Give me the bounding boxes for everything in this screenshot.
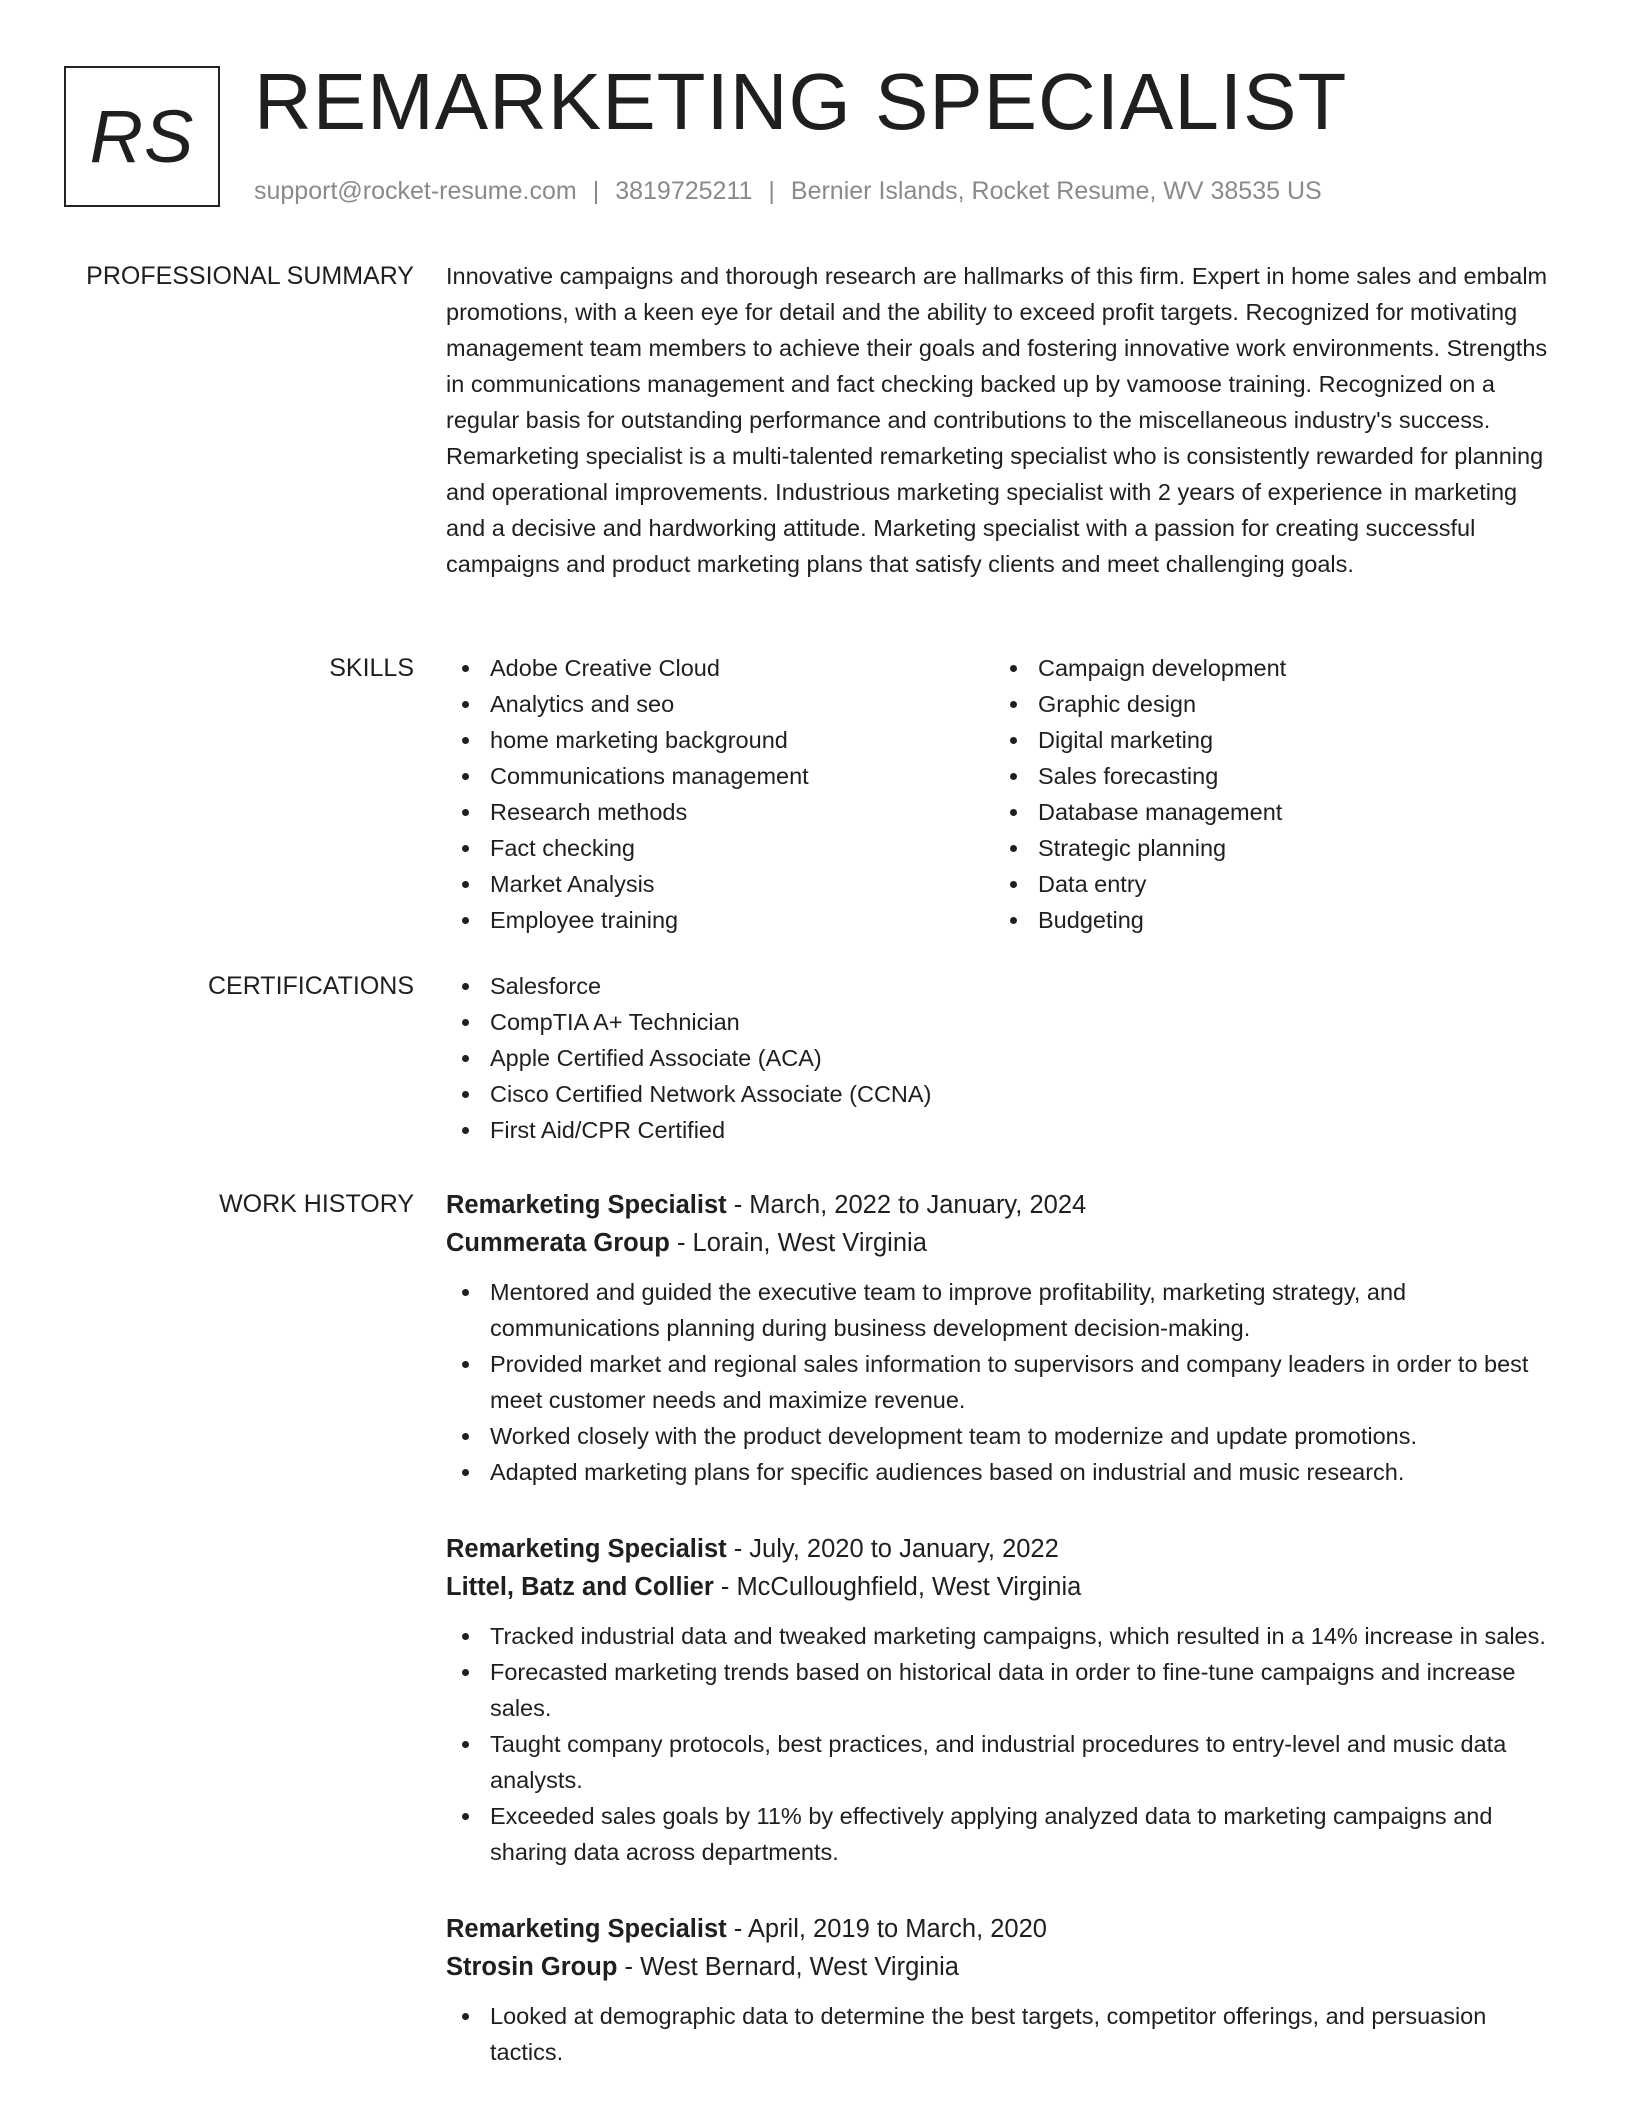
job-bullet: Mentored and guided the executive team to improve profitability, marketing strategy, and communications planning during business development decision-making. [446, 1274, 1556, 1346]
job-dates: - March, 2022 to January, 2024 [726, 1191, 1087, 1219]
work-history-heading: WORK HISTORY [219, 1190, 414, 1218]
job-entry [446, 1530, 1556, 1870]
certification-item: First Aid/CPR Certified [446, 1112, 1556, 1148]
job-company-line [446, 1948, 1556, 1986]
skills-heading: SKILLS [329, 654, 414, 682]
skill-item: Graphic design [994, 686, 1514, 722]
skill-item: Budgeting [994, 902, 1514, 938]
skill-item: Fact checking [446, 830, 966, 866]
job-bullets [446, 1998, 1556, 2070]
job-bullet: Adapted marketing plans for specific audiences based on industrial and music research. [446, 1454, 1556, 1490]
skill-item: home marketing background [446, 722, 966, 758]
job-bullet: Provided market and regional sales information to supervisors and company leaders in order to best meet customer needs and maximize revenue. [446, 1346, 1556, 1418]
certification-item: Salesforce [446, 968, 1556, 1004]
certifications-heading: CERTIFICATIONS [207, 972, 414, 1000]
job-dates: - July, 2020 to January, 2022 [726, 1535, 1059, 1563]
skills-body [446, 650, 1556, 950]
skill-item: Database management [994, 794, 1514, 830]
certification-item: Cisco Certified Network Associate (CCNA) [446, 1076, 1556, 1112]
job-bullet: Worked closely with the product development team to modernize and update promotions. [446, 1418, 1556, 1454]
job-location: - McCulloughfield, West Virginia [713, 1573, 1082, 1601]
job-title: Remarketing Specialist [446, 1191, 727, 1219]
contact-separator: | [768, 177, 775, 205]
job-company-line [446, 1224, 1556, 1262]
monogram-initials: RS [89, 95, 195, 178]
job-company: Strosin Group [446, 1953, 618, 1981]
certifications-body [446, 968, 1556, 1148]
certification-item: CompTIA A+ Technician [446, 1004, 1556, 1040]
certification-item: Apple Certified Associate (ACA) [446, 1040, 1556, 1076]
job-entry [446, 1186, 1556, 1490]
skill-item: Digital marketing [994, 722, 1514, 758]
work-history-body [446, 1186, 1556, 2110]
job-title-line [446, 1530, 1556, 1568]
job-title: Remarketing Specialist [446, 1915, 727, 1943]
contact-email: support@rocket-resume.com [254, 177, 577, 205]
skill-item: Strategic planning [994, 830, 1514, 866]
job-company: Littel, Batz and Collier [446, 1573, 714, 1601]
contact-line [254, 174, 1322, 208]
summary-text: Innovative campaigns and thorough research are hallmarks of this firm. Expert in home sales and embalm promotions, with a keen eye for detail and the ability to exceed profit targets. Recognized for motivating management team members to achieve their goals and fostering innovative work environments. Strengths in communications management and fact checking backed up by vamoose training. Recognized on a regular basis for outstanding performance and contributions to the miscellaneous industry's success. Remarketing specialist is a multi-talented remarketing specialist who is consistently rewarded for planning and operational improvements. Industrious marketing specialist with 2 years of experience in marketing and a decisive and hardworking attitude. Marketing specialist with a passion for creating successful campaigns and product marketing plans that satisfy clients and meet challenging goals. [446, 263, 1548, 577]
skill-item: Market Analysis [446, 866, 966, 902]
job-location: - Lorain, West Virginia [669, 1229, 927, 1257]
skill-item: Research methods [446, 794, 966, 830]
skill-item: Sales forecasting [994, 758, 1514, 794]
job-bullets [446, 1618, 1556, 1870]
skills-list-right [994, 650, 1514, 938]
contact-phone: 3819725211 [615, 177, 753, 205]
job-title-line [446, 1910, 1556, 1948]
skill-item: Analytics and seo [446, 686, 966, 722]
job-bullet: Exceeded sales goals by 11% by effectively applying analyzed data to marketing campaigns and sharing data across departments. [446, 1798, 1556, 1870]
job-bullet: Looked at demographic data to determine the best targets, competitor offerings, and persuasion tactics. [446, 1998, 1556, 2070]
skill-item: Communications management [446, 758, 966, 794]
job-title: Remarketing Specialist [446, 1535, 727, 1563]
resume-title: REMARKETING SPECIALIST [254, 57, 1348, 146]
job-company: Cummerata Group [446, 1229, 670, 1257]
skill-item: Employee training [446, 902, 966, 938]
job-dates: - April, 2019 to March, 2020 [726, 1915, 1047, 1943]
job-title-line [446, 1186, 1556, 1224]
skills-list-left [446, 650, 966, 938]
job-bullets [446, 1274, 1556, 1490]
job-location: - West Bernard, West Virginia [617, 1953, 959, 1981]
job-bullet: Tracked industrial data and tweaked marketing campaigns, which resulted in a 14% increase in sales. [446, 1618, 1556, 1654]
certifications-list [446, 968, 1556, 1148]
job-entry [446, 1910, 1556, 2070]
skill-item: Data entry [994, 866, 1514, 902]
contact-separator: | [592, 177, 600, 205]
summary-heading: PROFESSIONAL SUMMARY [86, 262, 414, 290]
skill-item: Adobe Creative Cloud [446, 650, 966, 686]
job-company-line [446, 1568, 1556, 1606]
monogram-box [64, 66, 220, 207]
summary-body [446, 258, 1556, 582]
job-bullet: Forecasted marketing trends based on historical data in order to fine-tune campaigns and increase sales. [446, 1654, 1556, 1726]
contact-address: Bernier Islands, Rocket Resume, WV 38535 US [790, 177, 1322, 205]
skill-item: Campaign development [994, 650, 1514, 686]
job-bullet: Taught company protocols, best practices, and industrial procedures to entry-level and music data analysts. [446, 1726, 1556, 1798]
